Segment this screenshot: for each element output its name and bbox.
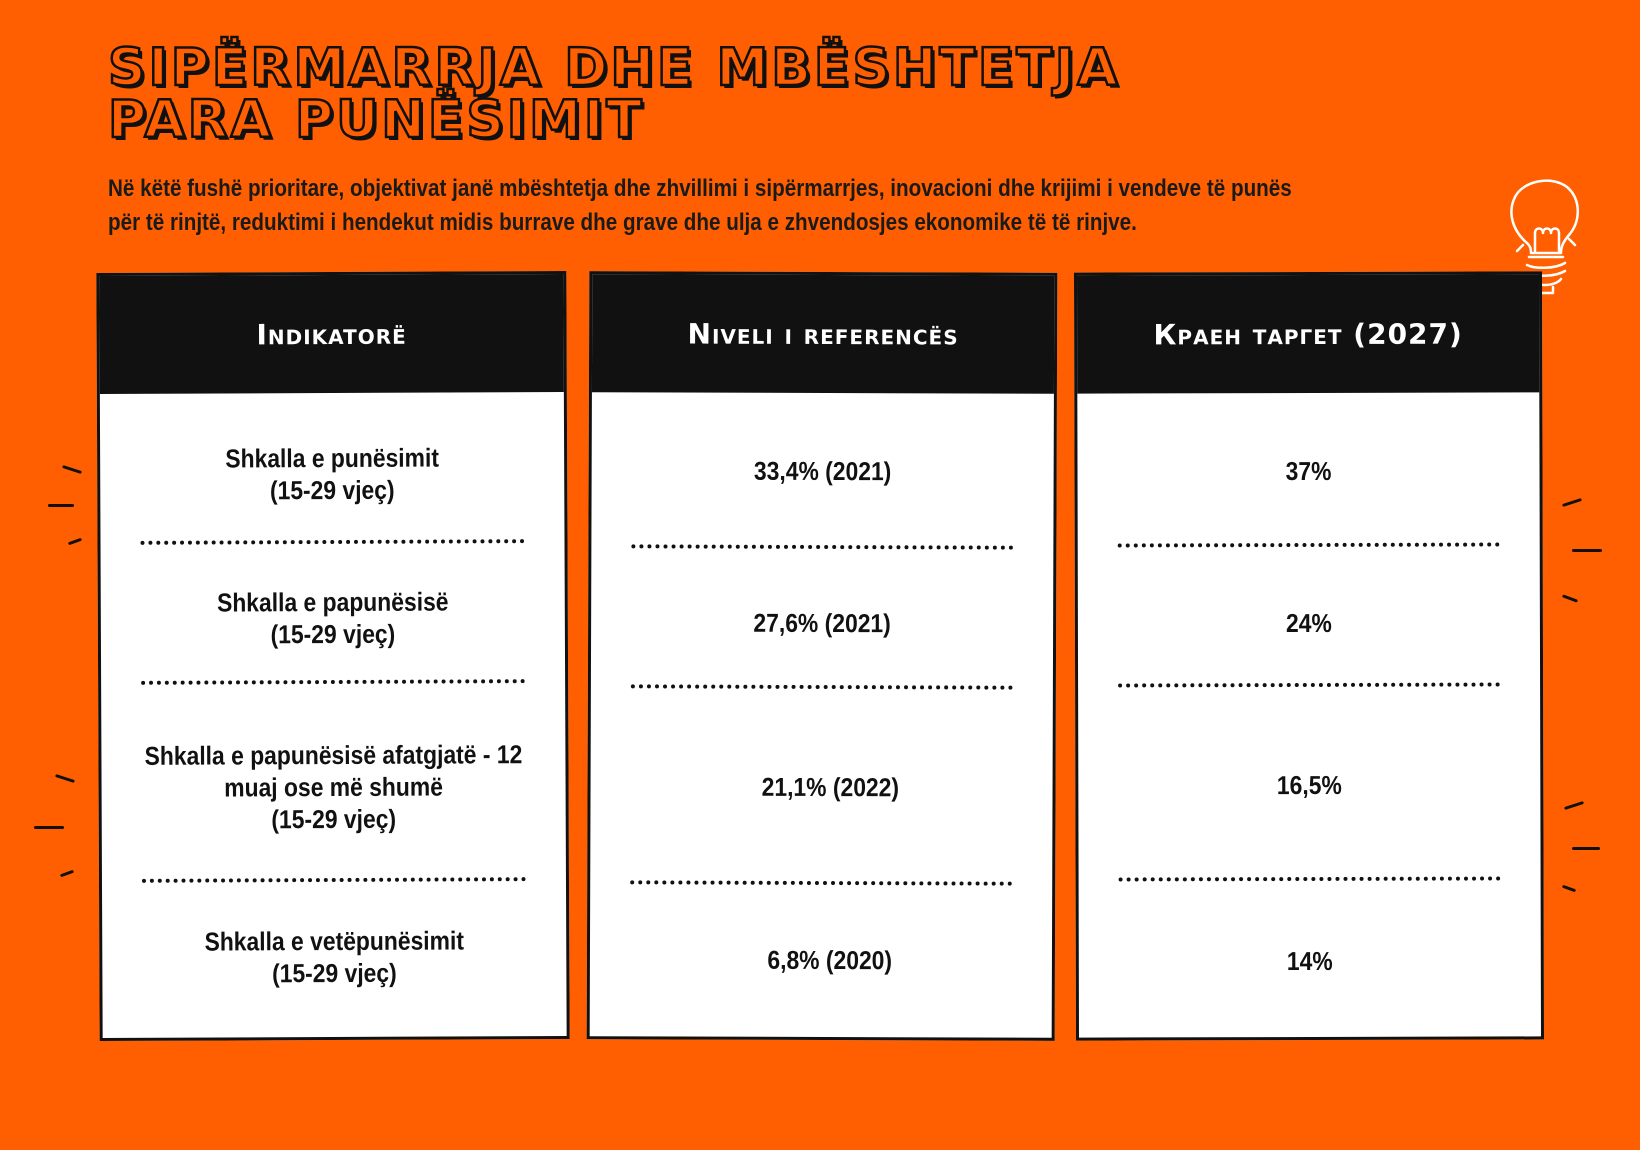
decorative-dash bbox=[1572, 549, 1602, 552]
row-divider bbox=[631, 544, 1013, 549]
target-unemployment-rate: 24% bbox=[1285, 607, 1332, 639]
decorative-dash bbox=[48, 504, 74, 507]
decorative-dash bbox=[68, 538, 82, 546]
title-line-2: PARA PUNËSIMIT bbox=[108, 90, 645, 150]
reference-column bbox=[587, 271, 1058, 1041]
row-divider bbox=[142, 877, 526, 883]
row-divider bbox=[141, 679, 525, 685]
reference-unemployment-rate: 27,6% (2021) bbox=[753, 607, 891, 639]
decorative-dash bbox=[62, 465, 82, 474]
target-employment-rate: 37% bbox=[1285, 455, 1332, 487]
decorative-dash bbox=[1564, 801, 1584, 810]
target-column bbox=[1074, 271, 1544, 1040]
column-header-reference: Niveli i referencës bbox=[592, 274, 1054, 394]
row-divider bbox=[140, 539, 524, 545]
indicators-column bbox=[96, 271, 569, 1041]
row-divider bbox=[1118, 543, 1500, 548]
decorative-dash bbox=[34, 826, 64, 829]
row-divider bbox=[630, 880, 1012, 885]
row-divider bbox=[1118, 682, 1500, 687]
decorative-dash bbox=[1562, 594, 1578, 602]
reference-long-term-unemployment: 21,1% (2022) bbox=[761, 771, 900, 803]
column-header-indicators: Indikatorë bbox=[99, 274, 564, 394]
decorative-dash bbox=[1572, 847, 1600, 850]
target-self-employment: 14% bbox=[1286, 945, 1333, 977]
decorative-dash bbox=[1562, 885, 1576, 893]
decorative-dash bbox=[1562, 498, 1582, 507]
row-divider bbox=[1119, 876, 1501, 881]
row-divider bbox=[631, 684, 1013, 689]
indicator-long-term-unemployment: Shkalla e papunësisë afatgjatë - 12 muaj ose më shumë (15-29 vjeç) bbox=[144, 739, 523, 835]
page-title bbox=[108, 38, 1121, 150]
indicator-employment-rate: Shkalla e punësimit (15-29 vjeç) bbox=[225, 442, 440, 506]
decorative-dash bbox=[60, 870, 74, 878]
column-header-target: Краен таргет (2027) bbox=[1077, 274, 1539, 393]
reference-employment-rate: 33,4% (2021) bbox=[753, 455, 892, 487]
intro-text: Në këtë fushë prioritare, objektivat janë mbështetja dhe zhvillimi i sipërmarrjes, inovacioni dhe krijimi i vendeve të punës për të rinjtë, reduktimi i hendekut midis burrave dhe grave dhe ulja e zhvendosjes ekonomike të të rinjve. bbox=[108, 175, 1292, 236]
indicator-unemployment-rate: Shkalla e papunësisë (15-29 vjeç) bbox=[216, 586, 449, 650]
decorative-dash bbox=[55, 774, 75, 783]
title-line-1: SIPËRMARRJA DHE MBËSHTETJA bbox=[108, 38, 1121, 98]
indicator-self-employment: Shkalla e vetëpunësimit (15-29 vjeç) bbox=[204, 925, 465, 989]
reference-self-employment: 6,8% (2020) bbox=[767, 944, 893, 976]
target-long-term-unemployment: 16,5% bbox=[1276, 769, 1342, 801]
